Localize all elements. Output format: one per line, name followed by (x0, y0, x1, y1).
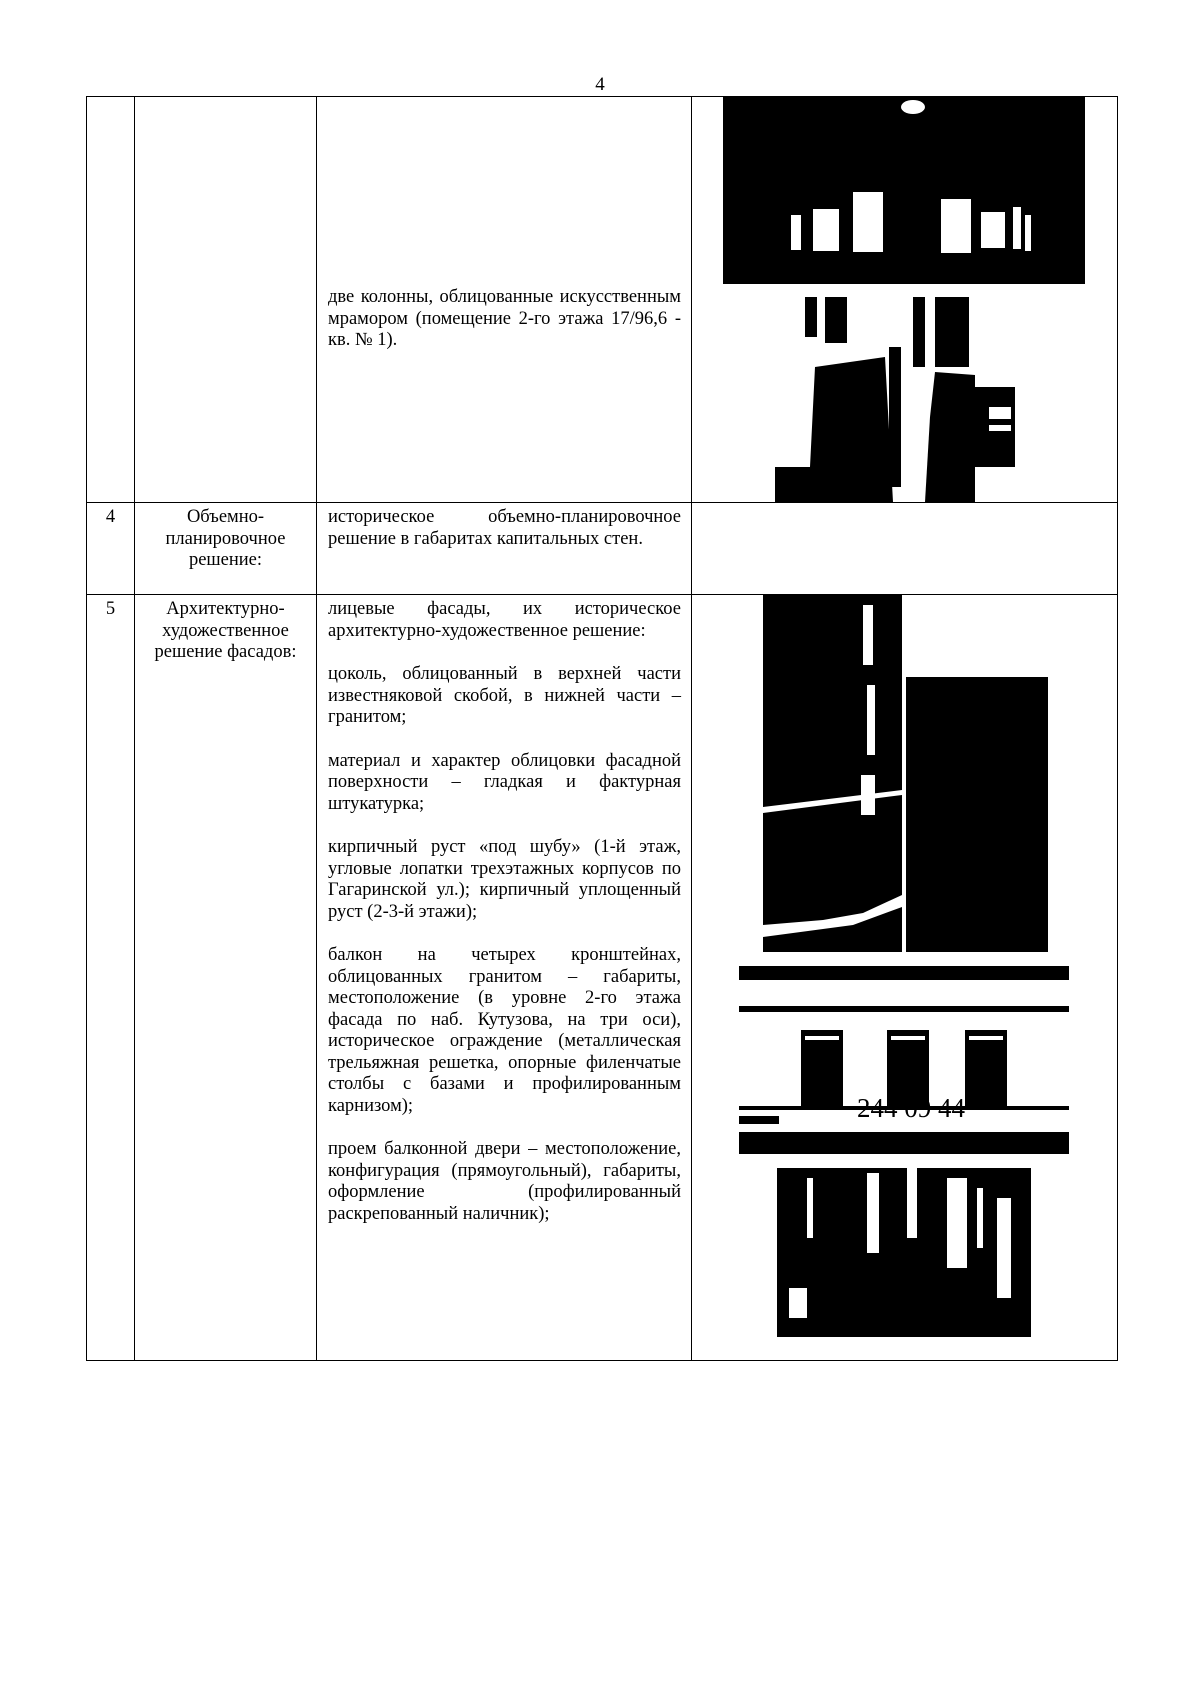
description-paragraph: лицевые фасады, их историческое архитектурно-художественное решение: (328, 599, 681, 641)
row-description-cell (317, 595, 692, 1361)
page-number: 4 (595, 74, 605, 95)
description-paragraph: балкон на четырех кронштейнах, облицованных гранитом – габариты, местоположение (в уровне 2-го этажа фасада по наб. Кутузова, на три оси), историческое ограждение (металлическая трельяжная решетка, опорные филенчатые столбы с базами и профилированным карнизом); (328, 945, 681, 1116)
rustication-photo (763, 595, 902, 952)
row-number-cell (87, 503, 135, 595)
facade-panel-photo (906, 677, 1048, 952)
objects-table (86, 96, 1118, 1361)
description-paragraph: кирпичный руст «под шубу» (1-й этаж, угловые лопатки трехэтажных корпусов по Гагаринской ул.); кирпичный уплощенный руст (2-3-й этажи); (328, 837, 681, 922)
table-row (87, 595, 1118, 1361)
row-name-cell (135, 97, 317, 503)
interior-ceiling-photo (723, 97, 1085, 284)
row-description (317, 97, 691, 352)
row-photo-cell (692, 503, 1118, 595)
row-name-cell (135, 503, 317, 595)
columns-photo (775, 297, 1029, 502)
row-photo-cell (692, 97, 1118, 503)
balcony-door-photo (777, 1168, 1031, 1337)
description-paragraph: проем балконной двери – местоположение, конфигурация (прямоугольный), габариты, оформление (профилированный раскрепованный наличник); (328, 1139, 681, 1224)
table-row (87, 97, 1118, 503)
table-row (87, 503, 1118, 595)
row-description (317, 503, 691, 550)
row-description-cell (317, 97, 692, 503)
row-name (135, 97, 316, 101)
row-name: Архитектурно-художественное решение фасадов: (154, 599, 297, 662)
phone-number-sign: 244 09 44 (857, 1093, 965, 1123)
description-paragraph: две колонны, облицованные искусственным мрамором (помещение 2-го этажа 17/96,6 - кв. № 1). (328, 287, 681, 350)
row-photo-cell (692, 595, 1118, 1361)
balcony-photo (739, 966, 1069, 1154)
row-number-cell (87, 97, 135, 503)
row-number (87, 97, 134, 101)
row-description (317, 595, 691, 1225)
row-description-cell (317, 503, 692, 595)
description-paragraph: историческое объемно-планировочное решение в габаритах капитальных стен. (328, 507, 681, 549)
description-paragraph: материал и характер облицовки фасадной поверхности – гладкая и фактурная штукатурка; (328, 750, 681, 814)
row-name-cell (135, 595, 317, 1361)
row-name: Объемно-планировочное решение: (165, 507, 286, 570)
description-paragraph: цоколь, облицованный в верхней части известняковой скобой, в нижней части – гранитом; (328, 664, 681, 727)
row-number: 5 (105, 599, 116, 619)
row-number: 4 (105, 507, 116, 527)
row-number-cell (87, 595, 135, 1361)
